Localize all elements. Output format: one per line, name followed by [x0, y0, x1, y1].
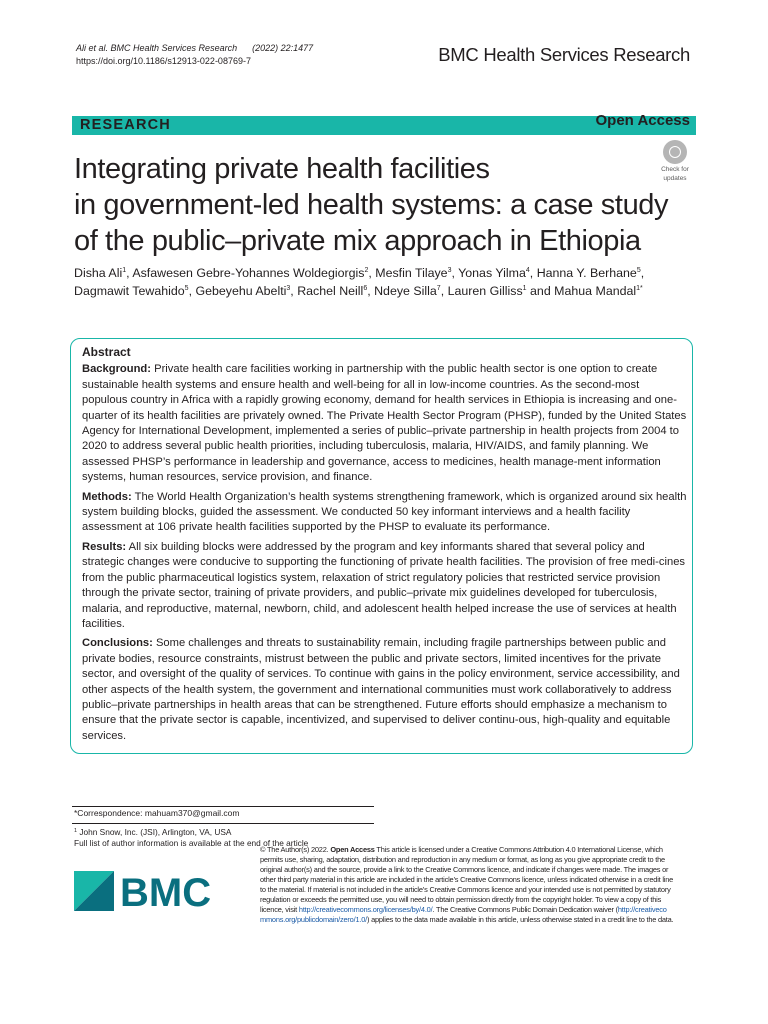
author-name: Mesfin Tilaye — [375, 266, 448, 280]
author-affiliation: 7 — [436, 285, 441, 292]
abstract-line: assessment at 106 private health facilities supported by the PHSP to evaluate its performance. — [82, 521, 551, 534]
abstract-line: projects from 2004 to 2020 to address several public health priorities, including tuberculosis, malaria, HIV/AIDS, and — [82, 425, 680, 453]
background-label: Background: — [82, 363, 151, 376]
license-copyright: © The Author(s) 2022. — [260, 845, 331, 854]
title-line: of the public–private mix approach in Ethiopia — [74, 225, 641, 257]
license-text — [260, 845, 696, 925]
author-name: Hanna Y. Berhane — [536, 266, 637, 280]
author-affiliation: 5 — [184, 285, 189, 292]
conclusions-label: Conclusions: — [82, 637, 153, 650]
license-line: original author(s) and the source, provide a link to the Creative Commons licence, and indicate if changes were made. The images or — [260, 865, 669, 874]
author-affiliation: 3 — [447, 267, 452, 274]
abstract-line: strategic changes were conducive to supporting the functioning of private health facilities. The provision of free medi- — [82, 556, 659, 569]
author-affiliation: 3 — [286, 285, 291, 292]
author-affiliation: 6 — [363, 285, 368, 292]
author-list: Disha Ali$^1$, Asfawesen Gebre-Yohannes Woldegiorgis$^2$, Mesfin Tilaye$^3$, Yonas Yilma$^4$, Hanna Y. Berhane$^5$, Dagmawit Tewahido$^5$, Gebeyehu Abelti$^3$, Rachel Neill$^6$, Ndeye Silla$^7$, Lauren Gilliss$^1$ and Mahua Mandal$^{1*}$ — [74, 266, 645, 298]
research-banner — [72, 112, 696, 135]
badge-line: updates — [663, 175, 687, 182]
bmc-logo — [74, 871, 214, 911]
footnote-divider — [72, 823, 374, 824]
open-access-label: Open Access — [595, 112, 690, 129]
author-conjunction: and — [530, 284, 551, 298]
abstract — [82, 345, 687, 748]
methods-label: Methods: — [82, 490, 132, 503]
abstract-line: cines from the public pharmaceutical logistics system, relaxation of strict regulatory policies that restricted service — [82, 556, 686, 584]
author-name: Asfawesen Gebre-Yohannes Woldegiorgis — [132, 266, 365, 280]
cc0-link-part1[interactable]: http://creativeco — [617, 905, 667, 914]
license-line: ) applies to the data made available in this article, unless otherwise stated in a credit line to the data. — [366, 915, 674, 924]
abstract-line: and one-quarter of its health facilities are privately owned. The Private Health Sector Program (PHSP), funded by the — [82, 394, 677, 422]
author-name: Ndeye Silla — [374, 284, 437, 298]
author-affiliation: 5 — [636, 267, 641, 274]
abstract-results — [82, 540, 687, 632]
abstract-methods — [82, 490, 687, 536]
license-line: to the material. If material is not included in the article’s Creative Commons licence and your intended use is not permitted by statutory — [260, 885, 671, 894]
check-for-updates-badge[interactable] — [654, 140, 696, 182]
affiliation-number: 1 — [74, 828, 78, 834]
abstract-line: ment information systems, human resources, service provision, and finance. — [82, 455, 661, 484]
license-line: This article is licensed under a Creative Commons Attribution 4.0 International License, which — [374, 845, 663, 854]
abstract-line: collaboratively to address public–private partnerships in health areas that can be strengthened. Future efforts should — [82, 683, 672, 711]
doi-link[interactable]: https://doi.org/10.1186/s12913-022-08769-7 — [76, 56, 251, 66]
abstract-line: services at health facilities. — [82, 602, 677, 630]
abstract-line: United States Agency for International Development, implemented a series of public–private partnership in health — [82, 409, 687, 438]
author-name: Disha Ali — [74, 266, 123, 280]
cc-by-link[interactable]: http://creativecommons.org/licenses/by/4.0/ — [298, 905, 433, 914]
title-line: Integrating private health facilities — [74, 153, 490, 185]
abstract-line: sustainable health systems and ensure health and well-being for all in low-income countries. As the second-most — [82, 378, 640, 391]
full-list-note: Full list of author information is available at the end of the article — [74, 838, 309, 848]
citation-year: (2022) 22:1477 — [252, 43, 314, 53]
results-label: Results: — [82, 540, 127, 553]
footnote-divider — [72, 806, 374, 807]
abstract-line: tuberculosis, malaria, and reproductive, maternal, newborn, child, and adolescent health helped increase the use of — [82, 587, 658, 615]
correspondence-note: *Correspondence: mahuam370@gmail.com — [74, 808, 240, 818]
article-title — [74, 151, 694, 259]
author-name: Mahua Mandal — [554, 284, 637, 298]
abstract-line: accessibility, and other aspects of the health system, the government and international communities must work — [82, 668, 680, 696]
citation-block — [76, 42, 313, 68]
author-name: Gebeyehu Abelti — [195, 284, 287, 298]
author-affiliation: 2 — [364, 267, 369, 274]
affiliation-text: John Snow, Inc. (JSI), Arlington, VA, USA — [77, 827, 232, 837]
journal-name: BMC Health Services Research — [438, 44, 690, 65]
abstract-line: and private bodies, resource constraints, mistrust between the public and private sectors, limited incentives for the — [82, 637, 666, 665]
abstract-line: private sector, and oversight of the quality of services. To continue with gains in the policy environment, service — [82, 652, 661, 681]
author-affiliation: 4 — [525, 267, 530, 274]
cc0-link-part2[interactable]: mmons.org/publicdomain/zero/1.0/ — [260, 915, 367, 924]
author-name: Lauren Gilliss — [447, 284, 523, 298]
license-line: . The Creative Commons Public Domain Dedication waiver ( — [432, 905, 618, 914]
bmc-logo-text: BMC — [120, 871, 212, 911]
title-line: in government-led health systems: a case study — [74, 189, 669, 221]
badge-line: Check for — [661, 166, 689, 173]
author-name: Yonas Yilma — [458, 266, 526, 280]
author-affiliation: 1 — [122, 267, 127, 274]
author-affiliation: 1 — [522, 285, 527, 292]
author-name: Rachel Neill — [297, 284, 364, 298]
license-line: permits use, sharing, adaptation, distribution and reproduction in any medium or format, as long as you give appropriate credit to the — [260, 855, 665, 864]
citation-journal: BMC Health Services Research — [110, 43, 238, 53]
abstract-line: emphasize a mechanism to ensure that the private sector is capable, incentivized, and supervised to deliver continu- — [82, 698, 668, 727]
license-line: licence, visit — [260, 905, 299, 914]
abstract-line: The World Health Organization’s health systems strengthening framework, which is organized around six — [134, 490, 653, 503]
abstract-line: populous country in Africa with a rapidly growing economy, demand for health services in Ethiopia is increasing — [82, 394, 630, 407]
abstract-line: Private health care facilities working in partnership with the public health sector is one option to create — [154, 363, 658, 376]
abstract-line: Some challenges and threats to sustainability remain, including fragile partnerships between public — [155, 637, 645, 650]
citation-authors: Ali et al. — [76, 43, 109, 53]
abstract-conclusions — [82, 636, 687, 744]
abstract-line: health system building blocks, guided the assessment. We conducted 50 key informant interviews and a health facility — [82, 490, 687, 519]
abstract-line: provision through the private sector, training of private providers, and public–private mix guidelines developed for — [82, 571, 661, 600]
abstract-line: ous, high-quality and equitable services. — [82, 714, 671, 742]
license-open-access: Open Access — [330, 845, 375, 854]
article-type-label: RESEARCH — [80, 117, 171, 133]
abstract-line: All six building blocks were addressed by the program and key informants shared that several policy and — [128, 540, 645, 553]
license-line: regulation or exceeds the permitted use, you will need to obtain permission directly from the copyright holder. To view a copy of this — [260, 895, 662, 904]
author-name: Dagmawit Tewahido — [74, 284, 185, 298]
abstract-line: family planning. We assessed PHSP’s performance in leadership and governance, access to medicines, health manage- — [82, 440, 649, 468]
abstract-heading: Abstract — [82, 345, 131, 359]
author-affiliation: 1* — [636, 285, 643, 292]
check-updates-icon — [663, 140, 687, 164]
abstract-background — [82, 362, 687, 485]
license-line: other third party material in this article are included in the article’s Creative Commons licence, unless indicated otherwise in a credit line — [260, 875, 674, 884]
